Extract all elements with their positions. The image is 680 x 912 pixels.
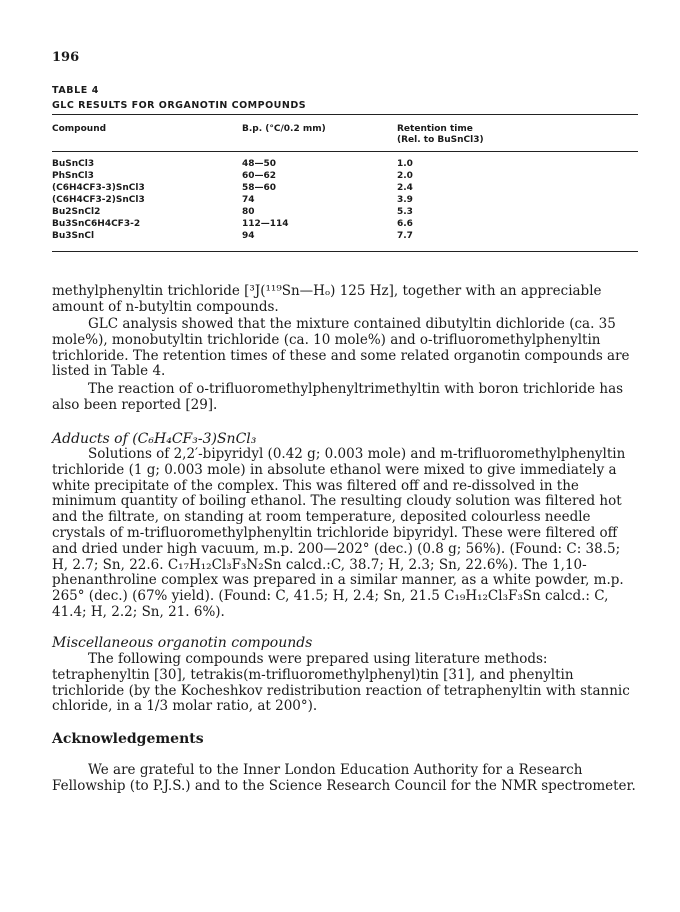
paragraph-miscellaneous: The following compounds were prepared using literature methods: tetraphenyltin [30], tetrakis(m-trifluoromethylphenyl)tin [31], and phenyltin trichloride (by the Kocheshkov redistribution reaction of tetraphenyltin with stannic chloride, in a 1/3 molar ratio, at 200°). [52,651,630,715]
compound-cell: Bu3SnCl [52,231,95,241]
table-row [52,159,638,170]
heading-adducts: Adducts of (C₆H₄CF₃-3)SnCl₃ [52,431,257,447]
boiling-point-cell: 80 [242,207,255,217]
table-row [52,171,638,182]
table-row [52,219,638,230]
compound-cell: BuSnCl3 [52,159,95,169]
paragraph-continuation: methylphenyltin trichloride [³J(¹¹⁹Sn—Hₒ) 125 Hz], together with an appreciable amount of n-butyltin compounds. [52,283,602,315]
table-row [52,195,638,206]
table-row [52,183,638,194]
table-label: TABLE 4 [52,85,99,96]
retention-time-cell: 5.3 [397,207,413,217]
compound-cell: PhSnCl3 [52,171,94,181]
retention-time-cell: 7.7 [397,231,413,241]
paragraph-acknowledgements: We are grateful to the Inner London Education Authority for a Research Fellowship (to P.J.S.) and to the Science Research Council for the NMR spectrometer. [52,762,636,794]
table-bottom-rule [52,251,638,252]
paragraph-adducts: Solutions of 2,2′-bipyridyl (0.42 g; 0.003 mole) and m-trifluoromethylphenyltin trichloride (1 g; 0.003 mole) in absolute ethanol were mixed to give immediately a white precipitate of the complex. This was filtered off and re-dissolved in the minimum quantity of boiling ethanol. The resulting cloudy solution was filtered hot and the filtrate, on standing at room temperature, deposited colourless needle crystals of m-trifluoromethylphenyltin trichloride bipyridyl. These were filtered off and dried under high vacuum, m.p. 200—202° (dec.) (0.8 g; 56%). (Found: C: 38.5; H, 2.7; Sn, 22.6. C₁₇H₁₂Cl₃F₃N₂Sn calcd.:C, 38.7; H, 2.3; Sn, 22.6%). The 1,10-phenanthroline complex was prepared in a similar manner, as a white powder, m.p. 265° (dec.) (67% yield). (Found: C, 41.5; H, 2.4; Sn, 21.5 C₁₉H₁₂Cl₃F₃Sn calcd.: C, 41.4; H, 2.2; Sn, 21. 6%). [52,446,626,620]
heading-miscellaneous: Miscellaneous organotin compounds [52,635,313,651]
column-header-boiling-point: B.p. (°C/0.2 mm) [242,124,326,134]
table-header-rule [52,151,638,152]
retention-time-cell: 3.9 [397,195,413,205]
boiling-point-cell: 58—60 [242,183,277,193]
table-title: GLC RESULTS FOR ORGANOTIN COMPOUNDS [52,100,307,111]
compound-cell: (C6H4CF3-3)SnCl3 [52,183,145,193]
paragraph-glc-analysis: GLC analysis showed that the mixture contained dibutyltin dichloride (ca. 35 mole%), monobutyltin trichloride (ca. 10 mole%) and o-trifluoromethylphenyltin trichloride. The retention times of these and some related organotin compounds are listed in Table 4. [52,316,630,380]
compound-cell: Bu3SnC6H4CF3-2 [52,219,141,229]
retention-time-cell: 1.0 [397,159,413,169]
column-header-retention-reference: (Rel. to BuSnCl3) [397,135,484,145]
compound-cell: (C6H4CF3-2)SnCl3 [52,195,145,205]
table-row [52,231,638,242]
boiling-point-cell: 112—114 [242,219,289,229]
boiling-point-cell: 48—50 [242,159,277,169]
boiling-point-cell: 94 [242,231,255,241]
retention-time-cell: 2.0 [397,171,413,181]
retention-time-cell: 6.6 [397,219,413,229]
boiling-point-cell: 74 [242,195,255,205]
table-top-rule [52,114,638,115]
boiling-point-cell: 60—62 [242,171,277,181]
page-number: 196 [52,50,80,65]
heading-acknowledgements: Acknowledgements [52,731,204,747]
paragraph-boron-trichloride: The reaction of o-trifluoromethylphenyltrimethyltin with boron trichloride has also been reported [29]. [52,381,624,413]
table-row [52,207,638,218]
retention-time-cell: 2.4 [397,183,413,193]
column-header-compound: Compound [52,124,107,134]
column-header-retention-time: Retention time [397,124,473,134]
compound-cell: Bu2SnCl2 [52,207,101,217]
